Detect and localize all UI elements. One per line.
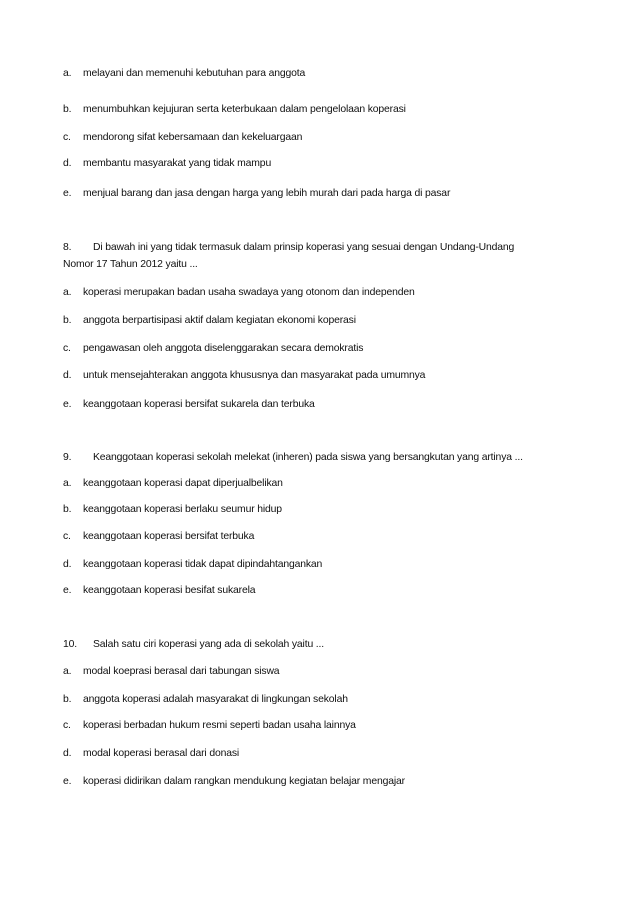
- option-label: e.: [63, 585, 72, 596]
- q8-option-d: [63, 368, 583, 384]
- option-text: keanggotaan koperasi tidak dapat dipindahtangankan: [83, 559, 323, 570]
- question-number: 8.: [63, 242, 72, 253]
- q10-option-d: [63, 746, 583, 762]
- option-text: untuk mensejahterakan anggota khususnya dan masyarakat pada umumnya: [83, 370, 426, 381]
- option-label: e.: [63, 399, 72, 410]
- option-label: e.: [63, 188, 72, 199]
- option-text: menumbuhkan kejujuran serta keterbukaan dalam pengelolaan koperasi: [83, 104, 406, 115]
- q10-option-e: [63, 774, 583, 790]
- option-label: c.: [63, 343, 71, 354]
- option-text: menjual barang dan jasa dengan harga yang lebih murah dari pada harga di pasar: [83, 188, 451, 199]
- q10-question-line1: [63, 637, 583, 653]
- option-label: a.: [63, 666, 72, 677]
- q10-option-c: [63, 718, 583, 734]
- q8-question-line2: [63, 257, 583, 273]
- q9-option-d: [63, 557, 583, 573]
- q9-option-a: [63, 476, 583, 492]
- option-text: anggota koperasi adalah masyarakat di lingkungan sekolah: [83, 694, 348, 705]
- q7-option-b: [63, 102, 583, 118]
- option-text: koperasi berbadan hukum resmi seperti badan usaha lainnya: [83, 720, 356, 731]
- option-label: c.: [63, 132, 71, 143]
- option-label: c.: [63, 531, 71, 542]
- q8-question-line1: [63, 240, 583, 256]
- option-label: b.: [63, 315, 72, 326]
- option-label: a.: [63, 68, 72, 79]
- question-text: Keanggotaan koperasi sekolah melekat (inheren) pada siswa yang bersangkutan yang artinya ...: [93, 452, 523, 463]
- option-label: d.: [63, 748, 72, 759]
- option-label: d.: [63, 158, 72, 169]
- q9-option-c: [63, 529, 583, 545]
- option-text: keanggotaan koperasi dapat diperjualbelikan: [83, 478, 283, 489]
- q9-option-e: [63, 583, 583, 599]
- option-text: koperasi didirikan dalam rangkan mendukung kegiatan belajar mengajar: [83, 776, 405, 787]
- option-text: keanggotaan koperasi bersifat terbuka: [83, 531, 255, 542]
- option-text: pengawasan oleh anggota diselenggarakan secara demokratis: [83, 343, 364, 354]
- q8-option-a: [63, 285, 583, 301]
- q10-option-a: [63, 664, 583, 680]
- option-text: mendorong sifat kebersamaan dan kekeluargaan: [83, 132, 303, 143]
- q8-option-e: [63, 397, 583, 413]
- option-text: keanggotaan koperasi besifat sukarela: [83, 585, 256, 596]
- option-text: koperasi merupakan badan usaha swadaya yang otonom dan independen: [83, 287, 415, 298]
- option-text: anggota berpartisipasi aktif dalam kegiatan ekonomi koperasi: [83, 315, 356, 326]
- question-text: Di bawah ini yang tidak termasuk dalam prinsip koperasi yang sesuai dengan Undang-Undang: [93, 242, 515, 253]
- option-text: modal koperasi berasal dari donasi: [83, 748, 240, 759]
- option-text: keanggotaan koperasi berlaku seumur hidup: [83, 504, 282, 515]
- option-label: b.: [63, 104, 72, 115]
- question-text: Nomor 17 Tahun 2012 yaitu ...: [63, 259, 198, 270]
- option-text: membantu masyarakat yang tidak mampu: [83, 158, 272, 169]
- q8-option-b: [63, 313, 583, 329]
- q7-option-a: [63, 66, 583, 82]
- q8-option-c: [63, 341, 583, 357]
- option-label: b.: [63, 504, 72, 515]
- option-label: b.: [63, 694, 72, 705]
- option-label: e.: [63, 776, 72, 787]
- q10-option-b: [63, 692, 583, 708]
- question-number: 10.: [63, 639, 77, 650]
- q7-option-d: [63, 156, 583, 172]
- option-label: a.: [63, 478, 72, 489]
- option-text: modal koeprasi berasal dari tabungan siswa: [83, 666, 280, 677]
- q7-option-e: [63, 186, 583, 202]
- option-text: melayani dan memenuhi kebutuhan para anggota: [83, 68, 306, 79]
- question-number: 9.: [63, 452, 72, 463]
- q7-option-c: [63, 130, 583, 146]
- option-label: d.: [63, 559, 72, 570]
- option-text: keanggotaan koperasi bersifat sukarela dan terbuka: [83, 399, 315, 410]
- option-label: c.: [63, 720, 71, 731]
- question-text: Salah satu ciri koperasi yang ada di sekolah yaitu ...: [93, 639, 325, 650]
- q9-option-b: [63, 502, 583, 518]
- q9-question-line1: [63, 450, 583, 466]
- option-label: a.: [63, 287, 72, 298]
- option-label: d.: [63, 370, 72, 381]
